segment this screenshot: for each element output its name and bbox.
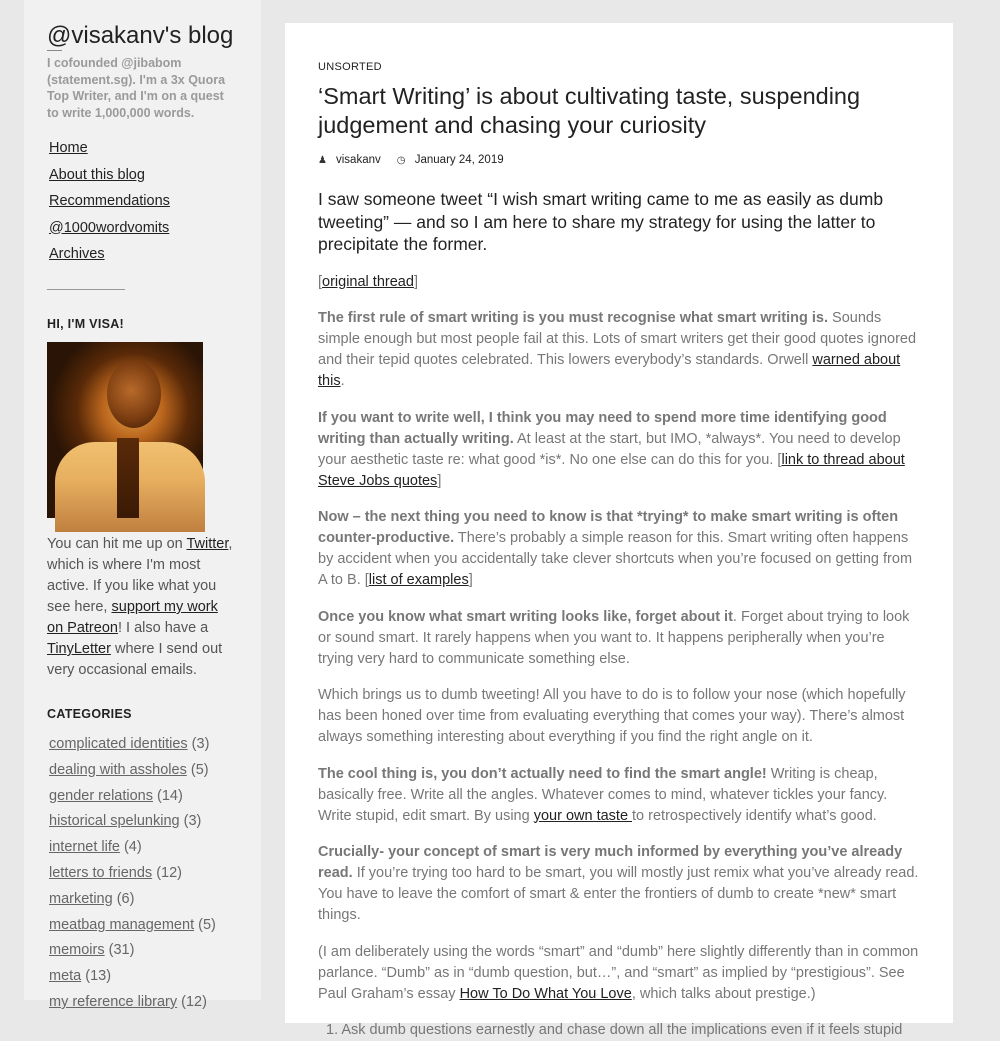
nav-link-wordvomits[interactable]: @1000wordvomits <box>49 220 169 236</box>
nav-item-recommendations <box>49 192 238 210</box>
bio-part-1: You can hit me up on <box>47 536 186 552</box>
post-author[interactable]: visakanv <box>336 154 381 166</box>
category-item <box>49 735 238 753</box>
post-lead: I saw someone tweet “I wish smart writing came to me as easily as dumb tweeting” — and so I am here to share my strategy for using the latter to precipitate the former. <box>318 188 920 256</box>
category-item <box>49 993 238 1011</box>
category-item <box>49 890 238 908</box>
list-item: 1. Ask dumb questions earnestly and chase down all the implications even if it feels stupid <box>318 1020 920 1041</box>
nav-item-home <box>49 139 238 157</box>
categories-widget-title: CATEGORIES <box>47 707 238 721</box>
category-item <box>49 916 238 934</box>
category-item <box>49 941 238 959</box>
site-description: I cofounded @jibabom (statement.sg). I'm a 3x Quora Top Writer, and I'm on a quest to write 1,000,000 words. <box>47 55 238 121</box>
category-link[interactable]: memoirs <box>49 942 105 958</box>
tinyletter-link[interactable]: TinyLetter <box>47 641 111 657</box>
original-thread-link[interactable]: original thread <box>322 274 414 290</box>
own-taste-link[interactable]: your own taste <box>534 808 632 824</box>
avatar <box>47 342 203 518</box>
examples-link[interactable]: list of examples <box>369 572 469 588</box>
nav-item-archives <box>49 245 238 263</box>
category-link[interactable]: historical spelunking <box>49 813 180 829</box>
nav-link-home[interactable]: Home <box>49 140 88 156</box>
category-link[interactable]: my reference library <box>49 994 177 1010</box>
post-article <box>285 23 953 1023</box>
p6-text: Writing is cheap, basically free. Write all the angles. Whatever comes to mind, whatever tickles your fancy. Write stupid, edit smart. By using <box>318 766 887 824</box>
category-link[interactable]: meta <box>49 968 81 984</box>
avatar-face <box>107 360 161 428</box>
category-item <box>49 761 238 779</box>
p8-text: (I am deliberately using the words “smart” and “dumb” here slightly differently than in common parlance. “Dumb” as in “dumb question, but…”, and “smart” as implied by “prestigious”. See Paul Graham’s essay <box>318 944 918 1002</box>
site-title[interactable]: @visakanv's blog <box>47 22 238 50</box>
post-date[interactable]: January 24, 2019 <box>415 154 504 166</box>
p3-end: ] <box>469 572 473 588</box>
category-link[interactable]: internet life <box>49 839 120 855</box>
sidebar <box>24 0 261 1000</box>
p2-text: At least at the start, but IMO, *always*. You need to develop your aesthetic taste re: what good *is*. No one else can do this for you. [ <box>318 431 901 468</box>
user-icon: ♟ <box>318 155 328 166</box>
post-title: ‘Smart Writing’ is about cultivating taste, suspending judgement and chasing your curiosity <box>318 82 920 140</box>
orwell-link[interactable]: warned about this <box>318 352 900 389</box>
paragraph-3 <box>318 507 920 591</box>
p3-text: There’s probably a simple reason for this. Smart writing often happens by accident when you accidentally take clever shortcuts when you’re focused on getting from A to B. [ <box>318 530 912 588</box>
paragraph-4 <box>318 607 920 670</box>
category-count: (5) <box>191 762 209 778</box>
paul-graham-essay-link[interactable]: How To Do What You Love <box>460 986 632 1002</box>
bio-part-3: ! I also have a <box>118 620 208 636</box>
category-item <box>49 864 238 882</box>
category-count: (4) <box>124 839 142 855</box>
paragraph-7 <box>318 842 920 926</box>
bracket-open: [ <box>318 274 322 290</box>
category-item <box>49 838 238 856</box>
thread-paragraph <box>318 272 920 293</box>
category-link[interactable]: letters to friends <box>49 865 152 881</box>
p3-bold: Now – the next thing you need to know is that *trying* to make smart writing is often counter-productive. <box>318 509 898 546</box>
nav-link-recommendations[interactable]: Recommendations <box>49 193 170 209</box>
clock-icon: ◷ <box>397 155 407 166</box>
bio-text <box>47 534 238 681</box>
bracket-close: ] <box>414 274 418 290</box>
paragraph-8 <box>318 942 920 1005</box>
p1-text: Sounds simple enough but most people fail at this. Lots of smart writers get their good quotes ignored and their tepid quotes celebrated. This lowers everybody’s standards. Orwell <box>318 310 916 368</box>
category-link[interactable]: meatbag management <box>49 917 194 933</box>
p4-bold: Once you know what smart writing looks like, forget about it <box>318 609 733 625</box>
nav-item-wordvomits <box>49 219 238 237</box>
paragraph-1 <box>318 308 920 392</box>
post-meta <box>318 154 920 166</box>
category-item <box>49 787 238 805</box>
p6-end: to retrospectively identify what’s good. <box>632 808 877 824</box>
steve-jobs-thread-link[interactable]: link to thread about Steve Jobs quotes <box>318 452 905 489</box>
paragraph-2 <box>318 408 920 492</box>
p7-text: If you’re trying too hard to be smart, you will mostly just remix what you’ve already read. You have to leave the comfort of smart & enter the frontiers of dumb to create *new* smart things. <box>318 865 918 923</box>
bio-part-2: , which is where I'm most active. If you like what you see here, <box>47 536 232 615</box>
category-count: (31) <box>109 942 135 958</box>
category-count: (3) <box>184 813 202 829</box>
nav-link-about[interactable]: About this blog <box>49 167 145 183</box>
category-count: (13) <box>85 968 111 984</box>
post-body <box>318 272 920 1041</box>
p7-bold: Crucially- your concept of smart is very much informed by everything you’ve already read. <box>318 844 902 881</box>
p1-end: . <box>341 373 345 389</box>
category-count: (6) <box>117 891 135 907</box>
category-count: (3) <box>192 736 210 752</box>
p1-bold: The first rule of smart writing is you must recognise what smart writing is. <box>318 310 828 326</box>
category-count: (12) <box>156 865 182 881</box>
p8-end: , which talks about prestige.) <box>632 986 816 1002</box>
category-link[interactable]: dealing with assholes <box>49 762 187 778</box>
bio-part-4: where I send out very occasional emails. <box>47 641 222 678</box>
category-count: (14) <box>157 788 183 804</box>
category-link[interactable]: complicated identities <box>49 736 188 752</box>
title-underline <box>47 50 62 51</box>
category-link[interactable]: gender relations <box>49 788 153 804</box>
category-link[interactable]: marketing <box>49 891 113 907</box>
post-category[interactable]: UNSORTED <box>318 60 920 74</box>
nav-link-archives[interactable]: Archives <box>49 246 105 262</box>
category-count: (12) <box>181 994 207 1010</box>
p6-bold: The cool thing is, you don’t actually need to find the smart angle! <box>318 766 767 782</box>
avatar-tie <box>117 438 139 518</box>
about-widget-title: HI, I'M VISA! <box>47 317 238 331</box>
twitter-link[interactable]: Twitter <box>186 536 228 552</box>
p2-bold: If you want to write well, I think you may need to spend more time identifying good writing than actually writing. <box>318 410 887 447</box>
category-item <box>49 812 238 830</box>
p4-text: . Forget about trying to look or sound smart. It rarely happens when you want to. It happens peripherally when you’re trying very hard to communicate something else. <box>318 609 909 667</box>
nav-item-about <box>49 166 238 184</box>
p2-end: ] <box>437 473 441 489</box>
sidebar-divider <box>47 289 125 290</box>
paragraph-6 <box>318 764 920 827</box>
patreon-link[interactable]: support my work on Patreon <box>47 599 218 636</box>
category-count: (5) <box>198 917 216 933</box>
paragraph-5: Which brings us to dumb tweeting! All you have to do is to follow your nose (which hopefully has been honed over time from evaluating everything that comes your way). There’s almost always something interesting about everything if you find the right angle on it. <box>318 685 920 748</box>
categories-list <box>47 735 238 1011</box>
category-item <box>49 967 238 985</box>
main-nav <box>47 139 238 263</box>
